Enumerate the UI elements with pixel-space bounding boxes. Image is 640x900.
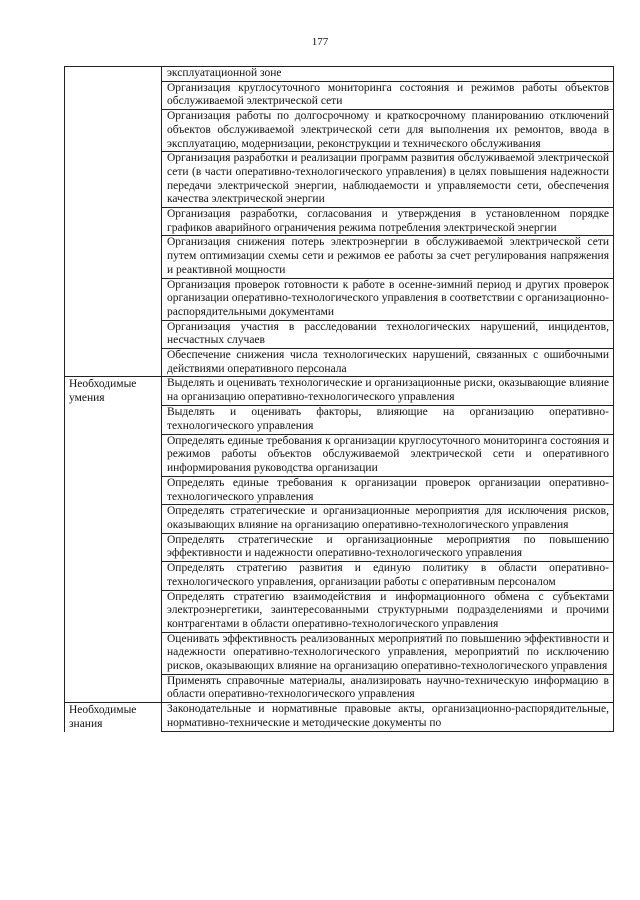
section-label-continuation	[65, 406, 162, 434]
section-label-continuation	[65, 590, 162, 632]
table-row	[65, 110, 614, 152]
section-label-continuation	[65, 505, 162, 533]
competency-item: Определять единые требования к организации проверок организации оперативно-технологического управления	[162, 476, 614, 504]
table-row	[65, 278, 614, 320]
table-row	[65, 377, 614, 406]
table-row	[65, 505, 614, 533]
table-row	[65, 152, 614, 208]
competency-item: Применять справочные материалы, анализировать научно-техническую информацию в области оперативно-технологического управления	[162, 674, 614, 702]
table-row	[65, 562, 614, 590]
competency-item: Организация снижения потерь электроэнергии в обслуживаемой электрической сети путем оптимизации схемы сети и режимов ее работы за счет регулирования напряжения и реактивной мощности	[162, 236, 614, 278]
section-label-continuation	[65, 208, 162, 236]
section-label-continuation	[65, 110, 162, 152]
competency-item: Организация проверок готовности к работе в осенне-зимний период и других проверок организации оперативно-технологического управления в соответствии с организационно-распорядительными документами	[162, 278, 614, 320]
competency-item: Организация круглосуточного мониторинга состояния и режимов работы объектов обслуживаемой электрической сети	[162, 81, 614, 109]
section-label-continuation	[65, 349, 162, 377]
competency-item: Выделять и оценивать технологические и организационные риски, оказывающие влияние на организацию оперативно-технологического управления	[162, 377, 614, 406]
table-row	[65, 236, 614, 278]
section-label: Необходимые знания	[65, 703, 162, 732]
table-row	[65, 349, 614, 377]
competency-item: Определять стратегию развития и единую политику в области оперативно-технологического управления, организации работы с оперативным персоналом	[162, 562, 614, 590]
table-row	[65, 208, 614, 236]
competency-item: Законодательные и нормативные правовые акты, организационно-распорядительные, нормативно-технические и методические документы по	[162, 703, 614, 732]
table-row	[65, 81, 614, 109]
competency-item: Определять стратегические и организационные мероприятия по повышению эффективности и надежности оперативно-технологического управления	[162, 533, 614, 561]
table-row	[65, 632, 614, 674]
section-label-continuation	[65, 236, 162, 278]
section-label-continuation	[65, 320, 162, 348]
section-label-continuation	[65, 81, 162, 109]
table-row	[65, 533, 614, 561]
section-label: Необходимые умения	[65, 377, 162, 406]
table-row	[65, 406, 614, 434]
table-row	[65, 320, 614, 348]
section-label-continuation	[65, 278, 162, 320]
section-label-continuation	[65, 152, 162, 208]
competency-item: эксплуатационной зоне	[162, 67, 614, 82]
competency-item: Определять единые требования к организации круглосуточного мониторинга состояния и режимов работы объектов обслуживаемой электрической сети и оперативного информирования руководства организации	[162, 434, 614, 476]
table-row	[65, 674, 614, 702]
table-row	[65, 703, 614, 732]
competency-item: Оценивать эффективность реализованных мероприятий по повышению эффективности и надежности оперативно-технологического управления, мероприятий по исключению рисков, оказывающих влияние на организацию оперативно-технологического управления	[162, 632, 614, 674]
section-label	[65, 67, 162, 82]
competency-item: Организация работы по долгосрочному и краткосрочному планированию отключений объектов обслуживаемой электрической сети для выполнения их ремонтов, ввода в эксплуатацию, модернизации, реконструкции и технического обслуживания	[162, 110, 614, 152]
table-row	[65, 67, 614, 82]
competency-table	[64, 66, 614, 732]
page-number: 177	[311, 36, 329, 48]
section-label-continuation	[65, 476, 162, 504]
competency-item: Определять стратегию взаимодействия и информационного обмена с субъектами электроэнергетики, заинтересованными структурными подразделениями и прочими контрагентами в области оперативно-технологического управления	[162, 590, 614, 632]
competency-item: Выделять и оценивать факторы, влияющие на организацию оперативно-технологического управления	[162, 406, 614, 434]
competency-item: Организация разработки и реализации программ развития обслуживаемой электрической сети (в части оперативно-технологического управления) в целях повышения надежности передачи электрической энергии, наблюдаемости и управляемости сети, обеспечения качества электрической энергии	[162, 152, 614, 208]
section-label-continuation	[65, 562, 162, 590]
section-label-continuation	[65, 674, 162, 702]
section-label-continuation	[65, 632, 162, 674]
competency-item: Организация разработки, согласования и утверждения в установленном порядке графиков аварийного ограничения режима потребления электрической энергии	[162, 208, 614, 236]
competency-item: Обеспечение снижения числа технологических нарушений, связанных с ошибочными действиями оперативного персонала	[162, 349, 614, 377]
table-row	[65, 590, 614, 632]
table-row	[65, 476, 614, 504]
table-row	[65, 434, 614, 476]
section-label-continuation	[65, 533, 162, 561]
section-label-continuation	[65, 434, 162, 476]
competency-item: Организация участия в расследовании технологических нарушений, инцидентов, несчастных случаев	[162, 320, 614, 348]
competency-item: Определять стратегические и организационные мероприятия для исключения рисков, оказывающих влияние на организацию оперативно-технологического управления	[162, 505, 614, 533]
